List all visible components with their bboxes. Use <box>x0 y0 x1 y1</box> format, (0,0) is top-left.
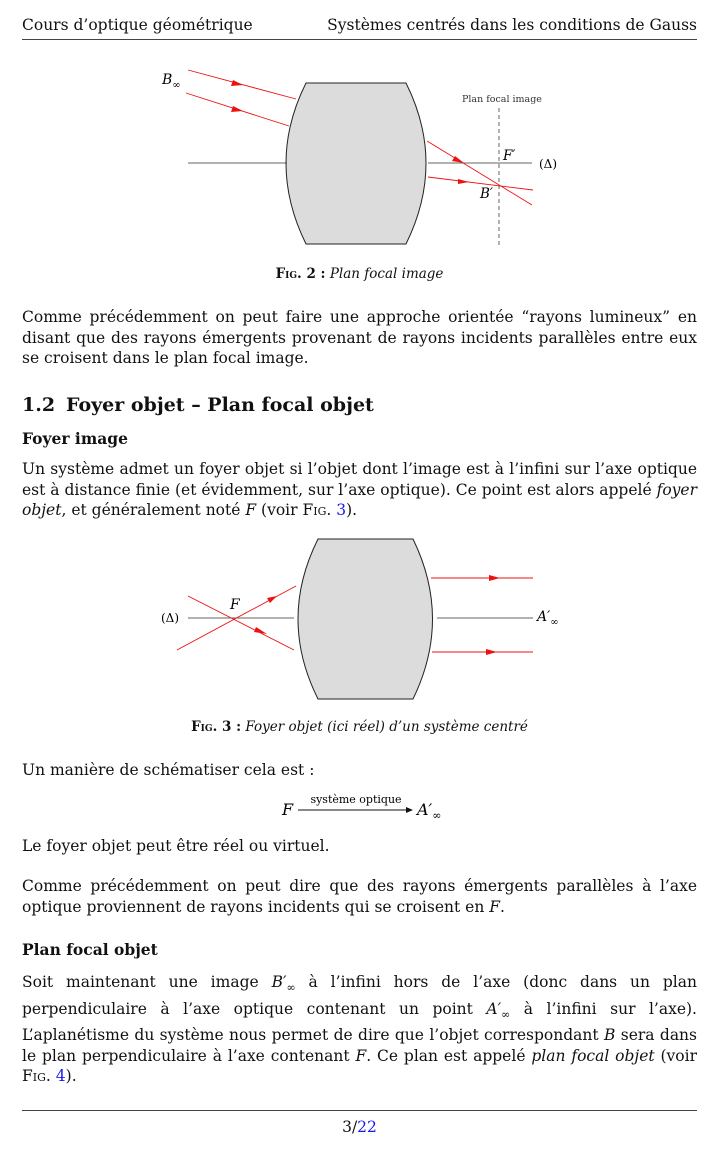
math-var-a-prime: A′ <box>486 999 502 1018</box>
text-run: à l’infini hors de l’axe (donc dans un plan perpendiculaire à l’axe optique contenant un point <box>22 973 697 1018</box>
text-run: sera dans le plan perpendiculaire à l’axe contenant <box>22 1026 697 1065</box>
paragraph-plan-focal-objet <box>22 972 697 1087</box>
text-run: ). <box>65 1067 77 1086</box>
section-title: Foyer objet – Plan focal objet <box>66 394 374 416</box>
math-sub: ∞ <box>501 1007 511 1021</box>
label-f-prime: F′ <box>503 148 516 164</box>
text-run: (voir <box>256 501 303 519</box>
subheading-plan-focal-objet: Plan focal objet <box>22 940 158 959</box>
label-delta: (Δ) <box>539 157 558 171</box>
text-run: Soit maintenant une image <box>22 973 272 991</box>
label-plan-focal-image: Plan focal image <box>462 94 542 105</box>
fig-label: Fig. <box>302 501 332 519</box>
math-var-f: F <box>245 501 257 519</box>
lens-shape <box>298 539 433 699</box>
total-pages-link[interactable]: 22 <box>357 1118 377 1136</box>
math-var-f: F <box>355 1046 367 1065</box>
text-run: . Ce plan est appelé <box>366 1046 532 1065</box>
equation-left: F <box>281 800 293 819</box>
math-var-b: B <box>603 1026 616 1045</box>
math-sub: ∞ <box>286 981 296 995</box>
header-course-title: Cours d’optique géométrique <box>22 16 253 34</box>
emphasis-plan-focal-objet: plan focal objet <box>531 1046 655 1065</box>
emphasis-foyer-objet: foyer objet <box>22 480 697 519</box>
ray-down-emergent-arrow <box>486 649 497 655</box>
fig-label: Fig. <box>22 1067 51 1086</box>
paragraph-rayons-emergents <box>22 876 697 917</box>
figure-2-caption-number: Fig. 2 : <box>275 266 326 282</box>
ray-up-arrow <box>267 596 277 603</box>
text-run: , et généralement noté <box>61 501 246 519</box>
paragraph-rays-focal-image: Comme précédemment on peut faire une approche orientée “rayons lumineux” en disant que des rayons émergents provenant de rayons incidents parallèles entre eux se croisent dans le plan focal image. <box>22 308 697 367</box>
text-run: . <box>500 897 505 916</box>
equation-svg <box>280 792 440 826</box>
ray-down-incident <box>188 596 294 650</box>
ray-down-arrow <box>254 627 267 634</box>
figure-3-caption <box>0 719 719 735</box>
equation-arrowhead <box>406 807 413 813</box>
figure-3-caption-text: Foyer objet (ici réel) d’un système centré <box>245 719 528 735</box>
page-footer <box>0 1118 719 1136</box>
paragraph-schema-intro: Un manière de schématiser cela est : <box>22 761 315 779</box>
label-b-prime: B′ <box>480 186 493 202</box>
label-b-infinity: $B_\infty$ <box>162 72 181 91</box>
text-run: (voir <box>654 1046 697 1065</box>
ray-up-emergent-arrow <box>489 575 500 581</box>
subheading-foyer-image: Foyer image <box>22 429 128 448</box>
equation-right: $A'_\infty$ <box>416 800 441 822</box>
label-delta: (Δ) <box>161 611 180 625</box>
figure-2-caption-text: Plan focal image <box>329 266 444 282</box>
math-var-b-prime: B′ <box>271 973 287 991</box>
header-chapter-title: Systèmes centrés dans les conditions de Gauss <box>327 16 697 34</box>
label-a-infinity: $A'_\infty$ <box>537 609 559 628</box>
equation-arrow-label: système optique <box>309 793 402 806</box>
text-run: ). <box>346 501 358 519</box>
section-number: 1.2 <box>22 394 56 416</box>
equation-foyer-objet <box>0 792 719 830</box>
page-number: 3/ <box>342 1118 358 1136</box>
math-var-f: F <box>489 897 500 916</box>
figure-3-caption-number: Fig. 3 : <box>191 719 242 735</box>
text-run: Comme précédemment on peut dire que des rayons émergents parallèles à l’axe optique proviennent de rayons incidents qui se croisent en <box>22 877 697 916</box>
footer-rule <box>22 1110 697 1111</box>
text-run: Un système admet un foyer objet si l’objet dont l’image est à l’infini sur l’axe optique est à distance finie (et évidemment, sur l’axe optique). Ce point est alors appelé <box>22 460 697 499</box>
text-run: à l’infini sur l’axe). L’aplanétisme du système nous permet de dire que l’objet correspondant <box>22 999 697 1045</box>
paragraph-reel-virtuel: Le foyer objet peut être réel ou virtuel. <box>22 837 330 855</box>
figure-3-ref-link[interactable]: 3 <box>336 501 347 519</box>
label-f: F <box>230 597 240 613</box>
figure-4-ref-link[interactable]: 4 <box>55 1067 66 1086</box>
